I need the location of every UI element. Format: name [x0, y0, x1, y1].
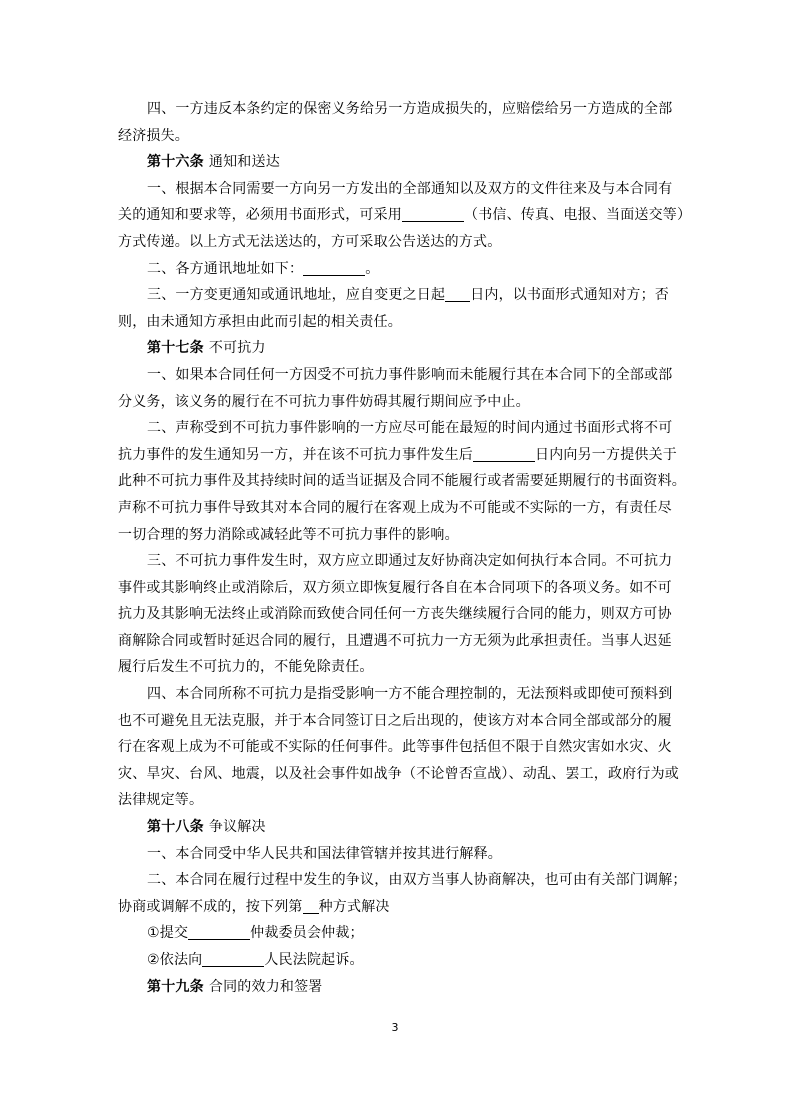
- paragraph: [118, 176, 678, 203]
- page-number: 3: [391, 1021, 399, 1034]
- paragraph-continuation: [118, 894, 678, 921]
- text-line: 二、本合同在履行过程中发生的争议，由双方当事人协商解决，也可由有关部门调解；: [147, 872, 687, 889]
- article-19-heading: [118, 974, 678, 1001]
- article-number: 第十七条: [147, 340, 204, 357]
- option-litigation: [118, 947, 678, 974]
- text-line: ②依法向: [147, 952, 203, 968]
- paragraph-continuation: [118, 601, 678, 628]
- text-line: 日内向另一方提供关于: [535, 446, 677, 463]
- article-number: 第十八条: [147, 819, 204, 836]
- text-line: （书信、传真、电报、当面送交等）: [464, 207, 692, 224]
- article-title: 合同的效力和签署: [208, 978, 323, 995]
- paragraph: [118, 867, 687, 894]
- article-18-heading: [118, 814, 678, 841]
- paragraph: [118, 96, 678, 123]
- paragraph-continuation: [118, 389, 678, 416]
- text-line: 一、如果本合同任何一方因受不可抗力事件影响而未能履行其在本合同下的全部或部: [147, 366, 673, 383]
- text-line: 四、本合同所称不可抗力是指受影响一方不能合理控制的，无法预料或即使可预料到: [147, 686, 673, 703]
- paragraph-continuation: [118, 654, 678, 681]
- option-arbitration: [118, 920, 678, 947]
- fill-blank[interactable]: [402, 205, 464, 222]
- text-line: 人民法院起诉。: [264, 952, 364, 968]
- fill-blank[interactable]: [303, 259, 365, 276]
- text-line: 抗力事件的发生通知另一方，并在该不可抗力事件发生后: [118, 446, 473, 463]
- text-line: ①提交: [147, 925, 189, 942]
- document-body: [118, 96, 692, 1000]
- text-line: 也不可避免且无法克服，并于本合同签订日之后出现的，使该方对本合同全部或部分的履: [118, 712, 672, 729]
- paragraph: [118, 548, 678, 575]
- article-title: 不可抗力: [208, 340, 266, 357]
- article-title: 通知和送达: [208, 154, 280, 171]
- text-line: 三、不可抗力事件发生时，双方应立即通过友好协商决定如何执行本合同。不可抗力: [147, 553, 673, 570]
- text-line: 法律规定等。: [118, 792, 204, 809]
- paragraph-continuation: [118, 202, 692, 229]
- paragraph-continuation: [118, 522, 678, 549]
- fill-blank[interactable]: [473, 445, 535, 462]
- article-16-heading: [118, 149, 678, 176]
- paragraph: [118, 415, 678, 442]
- paragraph-continuation: [118, 761, 678, 788]
- paragraph-continuation: [118, 468, 686, 495]
- paragraph-continuation: [118, 495, 678, 522]
- text-line: 经济损失。: [118, 127, 189, 144]
- fill-blank[interactable]: [303, 897, 319, 914]
- text-line: 四、一方违反本条约定的保密义务给另一方造成损失的，应赔偿给另一方造成的全部: [147, 101, 673, 117]
- paragraph-continuation: [118, 734, 678, 761]
- text-line: 二、各方通讯地址如下：: [147, 260, 304, 277]
- paragraph-continuation: [118, 628, 678, 655]
- fill-blank[interactable]: [202, 950, 264, 967]
- paragraph-continuation: [118, 787, 678, 814]
- paragraph: [118, 256, 678, 283]
- text-line: 日内，以书面形式通知对方；否: [470, 287, 670, 304]
- article-title: 争议解决: [208, 819, 266, 836]
- text-line: 一切合理的努力消除或减轻此等不可抗力事件的影响。: [118, 526, 459, 543]
- text-line: 商解除合同或暂时延迟合同的履行，且遭遇不可抗力一方无须为此承担责任。当事人迟延: [118, 632, 672, 649]
- text-line: 一、本合同受中华人民共和国法律管辖并按其进行解释。: [147, 845, 502, 862]
- text-line: 协商或调解不成的，按下列第: [118, 898, 303, 915]
- text-line: 事件或其影响终止或消除后，双方须立即恢复履行各自在本合同项下的各项义务。如不可: [118, 579, 672, 596]
- text-line: 方式传递。以上方式无法送达的，方可采取公告送达的方式。: [118, 233, 502, 250]
- text-line: 一、根据本合同需要一方向另一方发出的全部通知以及双方的文件往来及与本合同有: [147, 180, 673, 197]
- text-line: 则，由未通知方承担由此而引起的相关责任。: [118, 313, 402, 330]
- paragraph-continuation: [118, 229, 678, 256]
- text-line: 。: [365, 260, 380, 277]
- paragraph-continuation: [118, 123, 678, 150]
- text-line: 声称不可抗力事件导致其对本合同的履行在客观上成为不可能或不实际的一方，有责任尽: [118, 499, 672, 516]
- text-line: 此种不可抗力事件及其持续时间的适当证据及合同不能履行或者需要延期履行的书面资料。: [118, 473, 686, 490]
- text-line: 分义务，该义务的履行在不可抗力事件妨碍其履行期间应予中止。: [118, 393, 530, 410]
- paragraph: [118, 841, 678, 868]
- text-line: 灾、旱灾、台风、地震，以及社会事件如战争（不论曾否宣战）、动乱、罢工，政府行为或: [118, 765, 679, 782]
- article-number: 第十六条: [147, 154, 204, 171]
- paragraph: [118, 282, 678, 309]
- text-line: 行在客观上成为不可能或不实际的任何事件。此等事件包括但不限于自然灾害如水灾、火: [118, 739, 672, 756]
- text-line: 关的通知和要求等，必须用书面形式，可采用: [118, 207, 402, 224]
- paragraph-continuation: [118, 309, 678, 336]
- fill-blank[interactable]: [188, 923, 250, 940]
- text-line: 抗力及其影响无法终止或消除而致使合同任何一方丧失继续履行合同的能力，则双方可协: [118, 606, 672, 623]
- text-line: 二、声称受到不可抗力事件影响的一方应尽可能在最短的时间内通过书面形式将不可: [147, 420, 673, 437]
- article-17-heading: [118, 335, 678, 362]
- fill-blank[interactable]: [445, 285, 470, 302]
- paragraph-continuation: [118, 575, 678, 602]
- text-line: 履行后发生不可抗力的，不能免除责任。: [118, 659, 374, 676]
- paragraph: [118, 681, 678, 708]
- text-line: 种方式解决: [318, 898, 390, 915]
- article-number: 第十九条: [147, 978, 204, 995]
- paragraph: [118, 362, 678, 389]
- paragraph-continuation: [118, 708, 678, 735]
- paragraph-continuation: [118, 442, 678, 469]
- text-line: 仲裁委员会仲裁；: [250, 925, 364, 942]
- text-line: 三、一方变更通知或通讯地址，应自变更之日起: [147, 287, 446, 304]
